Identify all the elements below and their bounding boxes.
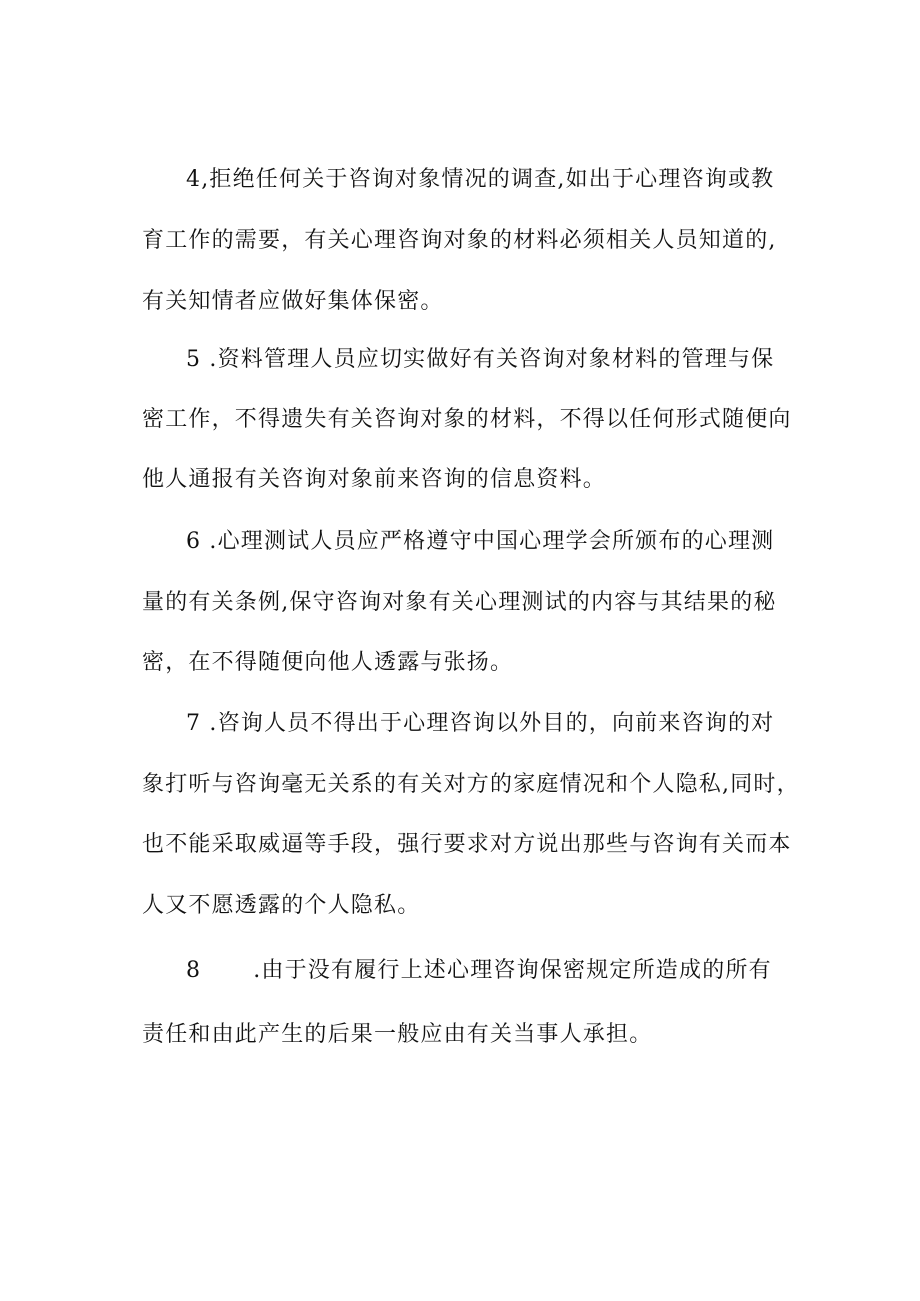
text-line: 责任和由此产生的后果一般应由有关当事人承担。	[142, 1022, 653, 1047]
text-line: 6 .心理测试人员应严格遵守中国心理学会所颁布的心理测	[186, 529, 775, 554]
text-line: 他人通报有关咨询对象前来咨询的信息资料。	[142, 467, 607, 492]
text-line: 有关知情者应做好集体保密。	[142, 289, 444, 314]
item-number: 8	[186, 958, 202, 983]
text-line: 7 .咨询人员不得出于心理咨询以外目的，向前来咨询的对	[186, 711, 775, 736]
text-line: 密，在不得随便向他人透露与张扬。	[142, 650, 514, 675]
text-line: 密工作，不得遗失有关咨询对象的材料，不得以任何形式随便向	[142, 407, 792, 432]
text-line: 4,拒绝任何关于咨询对象情况的调查,如出于心理咨询或教	[186, 167, 775, 192]
item-text: .由于没有履行上述心理咨询保密规定所造成的所有	[253, 958, 772, 983]
text-line: 量的有关条例,保守咨询对象有关心理测试的内容与其结果的秘	[142, 590, 777, 615]
text-line: 人又不愿透露的个人隐私。	[142, 893, 421, 918]
text-line: 5 .资料管理人员应切实做好有关咨询对象材料的管理与保	[186, 347, 775, 372]
text-line	[186, 956, 772, 986]
text-line: 也不能采取威逼等手段，强行要求对方说出那些与咨询有关而本	[142, 832, 792, 857]
text-line: 育工作的需要，有关心理咨询对象的材料必须相关人员知道的,	[142, 228, 777, 253]
text-line: 象打听与咨询毫无关系的有关对方的家庭情况和个人隐私,同时，	[142, 772, 800, 797]
